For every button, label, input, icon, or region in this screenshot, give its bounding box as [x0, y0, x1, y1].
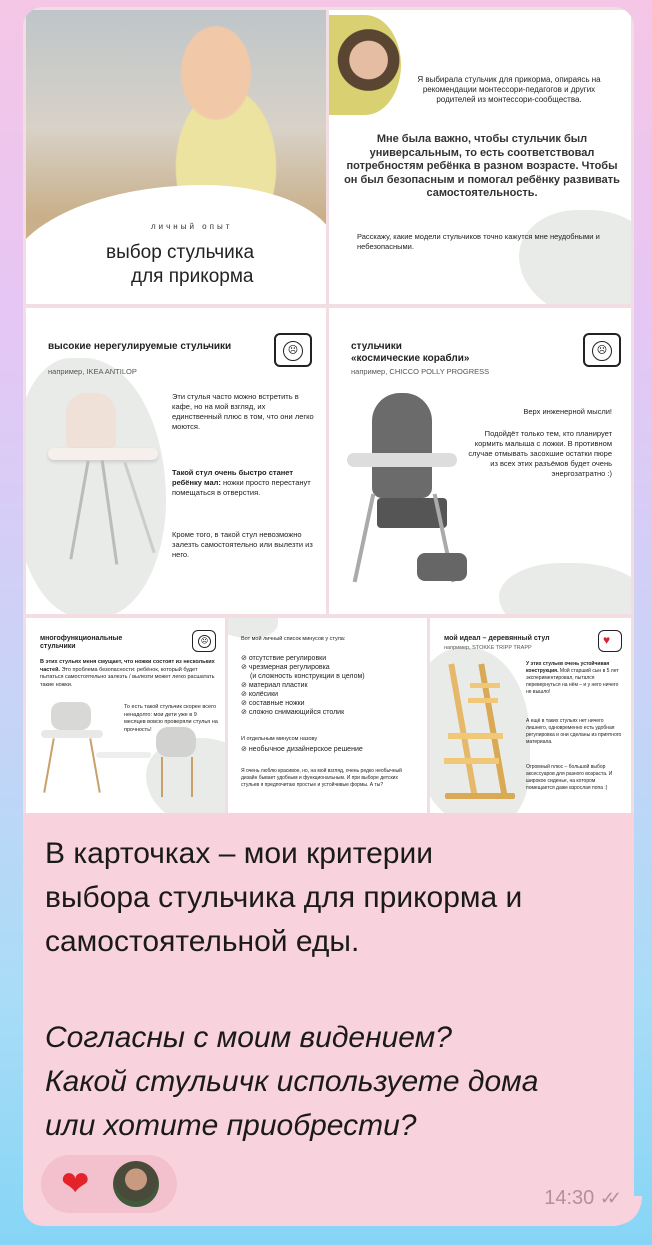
list-blob — [228, 618, 278, 638]
cover-label: личный опыт — [151, 222, 233, 231]
multi-p1-bold: В этих стульях меня смущает, что ножки состоят из нескольких частей. — [40, 659, 215, 673]
intro-footer: Расскажу, какие модели стульчиков точно кажутся мне неудобными и небезопасными. — [357, 232, 600, 251]
album-photo-ideal[interactable] — [430, 618, 631, 813]
multi-p1 — [40, 659, 216, 689]
cons-item: ⊘ составные ножки — [241, 700, 305, 707]
intro-lead: Я выбирала стульчик для прикорма, опираясь на рекомендации монтессори-педагогов и других родителей из монтессори-сообщества. — [417, 75, 601, 104]
cover-title-1: выбор стульчика — [106, 242, 255, 263]
cons-item: (и сложность конструкции в целом) — [250, 673, 365, 680]
list-separate-item: ⊘ необычное дизайнерское решение — [241, 746, 363, 753]
sad-chat-icon: ☹ — [274, 333, 312, 367]
ideal-p3: Огромный плюс – большой выбор аксессуаров для разного возраста. И широкое сиденье, на котором помещается даже взрослая попа :) — [526, 764, 613, 791]
album-photo-chicco[interactable] — [329, 308, 631, 614]
ikea-p2 — [172, 468, 314, 498]
heart-icon: ❤ — [61, 1165, 90, 1203]
multi-title-2: стульчики — [40, 643, 76, 650]
chicco-title-1: стульчики — [351, 341, 402, 352]
ikea-example: например, IKEA ANTILOP — [48, 367, 137, 376]
album-photo-list[interactable] — [228, 618, 427, 813]
message-text-line: Согласны с моим видением? — [45, 1021, 452, 1054]
chicco-p1: Верх инженерной мысли! — [523, 407, 612, 416]
message-bubble[interactable] — [23, 7, 634, 1226]
multi-title-1: многофункциональные — [40, 635, 123, 642]
message-meta — [544, 1187, 614, 1210]
list-footer: Я очень люблю красивое, но, на мой взгляд, очень редко необычный дизайн бывает удобным и функциональным. И при выборе детских стульев я предпочитаю простые и устойчивые формы. А ты? — [241, 768, 402, 788]
chicco-p2: Подойдёт только тем, кто планирует кормить малыша с ложки. В противном случае отмывать засохшие остатки пюре из всех этих разъёмов будет очень энергозатратно :) — [468, 429, 612, 478]
ikea-p3: Кроме того, в такой стул невозможно залезть самостоятельно или вылезти из него. — [172, 530, 313, 559]
album-photo-intro[interactable] — [329, 10, 631, 304]
chicco-chair-image — [347, 393, 467, 593]
list-separate-intro: И отдельным минусом назову — [241, 736, 318, 742]
ikea-p2-bold: Такой стул очень быстро станет ребёнку мал: — [172, 468, 294, 487]
ideal-chair-image — [440, 663, 520, 803]
cover-title-2: для прикорма — [131, 266, 254, 287]
cons-list — [241, 654, 421, 717]
avatar[interactable] — [113, 1161, 159, 1207]
cons-item: ⊘ колёсики — [241, 691, 279, 698]
ikea-p1: Эти стулья часто можно встретить в кафе, но на мой взгляд, их единственный плюс в том, что они легко моются. — [172, 392, 314, 431]
cons-item: ⊘ чрезмерная регулировка — [241, 664, 330, 671]
double-check-icon: ✓✓ — [599, 1188, 614, 1208]
ikea-title: высокие нерегулируемые стульчики — [48, 341, 232, 352]
ideal-example: например, STOKKE TRIPP TRAPP — [444, 645, 532, 651]
photo-album[interactable] — [23, 7, 634, 813]
sad-chat-icon: ☹ — [583, 333, 621, 367]
ikea-chair-image — [48, 393, 173, 568]
message-text-line: или хотите приобрести? — [45, 1109, 417, 1142]
ikea-p2-rest: ножки просто перестанут помещаться в отверстия. — [172, 478, 311, 497]
cons-item: ⊘ сложно снимающийся столик — [241, 709, 345, 716]
album-photo-ikea[interactable] — [26, 308, 326, 614]
chicco-blob — [499, 563, 631, 614]
author-photo — [329, 15, 401, 115]
multi-p2: То есть такой стульчик скорее всего ненадолго: мои дети уже в 9 месяцев вовсю проверяли стулья на прочность! — [124, 704, 218, 733]
message-text-line: В карточках – мои критерии — [45, 837, 433, 870]
message-text-line: Какой стульичк используете дома — [45, 1065, 539, 1098]
sad-chat-icon: ☹ — [192, 630, 216, 652]
album-photo-cover[interactable] — [26, 10, 326, 304]
list-intro: Вот мой личный список минусов у стула: — [241, 636, 346, 642]
intro-body: Мне была важно, чтобы стульчик был универсальным, то есть соответствовал потребностям ребёнка в разном возрасте. Чтобы он был безопасным и помогал ребёнку развивать самостоятельность. — [344, 133, 620, 199]
intro-blob — [519, 210, 631, 304]
ideal-p1-rest: Мой старший сын в 5 лет экспериментировал, пытался перевернуться на нём – и у него ничего не вышло! — [526, 668, 619, 695]
chicco-title-2: «космические корабли» — [351, 353, 470, 364]
album-photo-multi[interactable] — [26, 618, 225, 813]
chicco-example: например, CHICCO POLLY PROGRESS — [351, 367, 490, 376]
message-text-line: выбора стульчика для прикорма и — [45, 881, 523, 914]
cons-item: ⊘ отсутствие регулировки — [241, 655, 327, 662]
multi-chair-image — [36, 702, 206, 802]
ideal-p1 — [526, 661, 623, 696]
reaction-pill[interactable] — [41, 1155, 177, 1213]
message-text-line: самостоятельной еды. — [45, 925, 360, 958]
heart-chat-icon: ♥ — [598, 630, 622, 652]
ideal-title: мой идеал – деревянный стул — [444, 635, 550, 642]
message-time: 14:30 — [544, 1187, 595, 1209]
cons-item: ⊘ материал пластик — [241, 682, 308, 689]
multi-p1-rest: Это проблема безопасности: ребёнок, который будет пытаться самостоятельно залезть / вылезти может легко расшатать такие ножки. — [40, 666, 215, 688]
ideal-p2: А ещё в таких стульях нет ничего лишнего, одновременно есть удобная регулировка и они сделаны из приятного материала. — [526, 718, 622, 745]
ideal-p1-bold: У этих стульев очень устойчивая конструкция. — [526, 661, 610, 674]
